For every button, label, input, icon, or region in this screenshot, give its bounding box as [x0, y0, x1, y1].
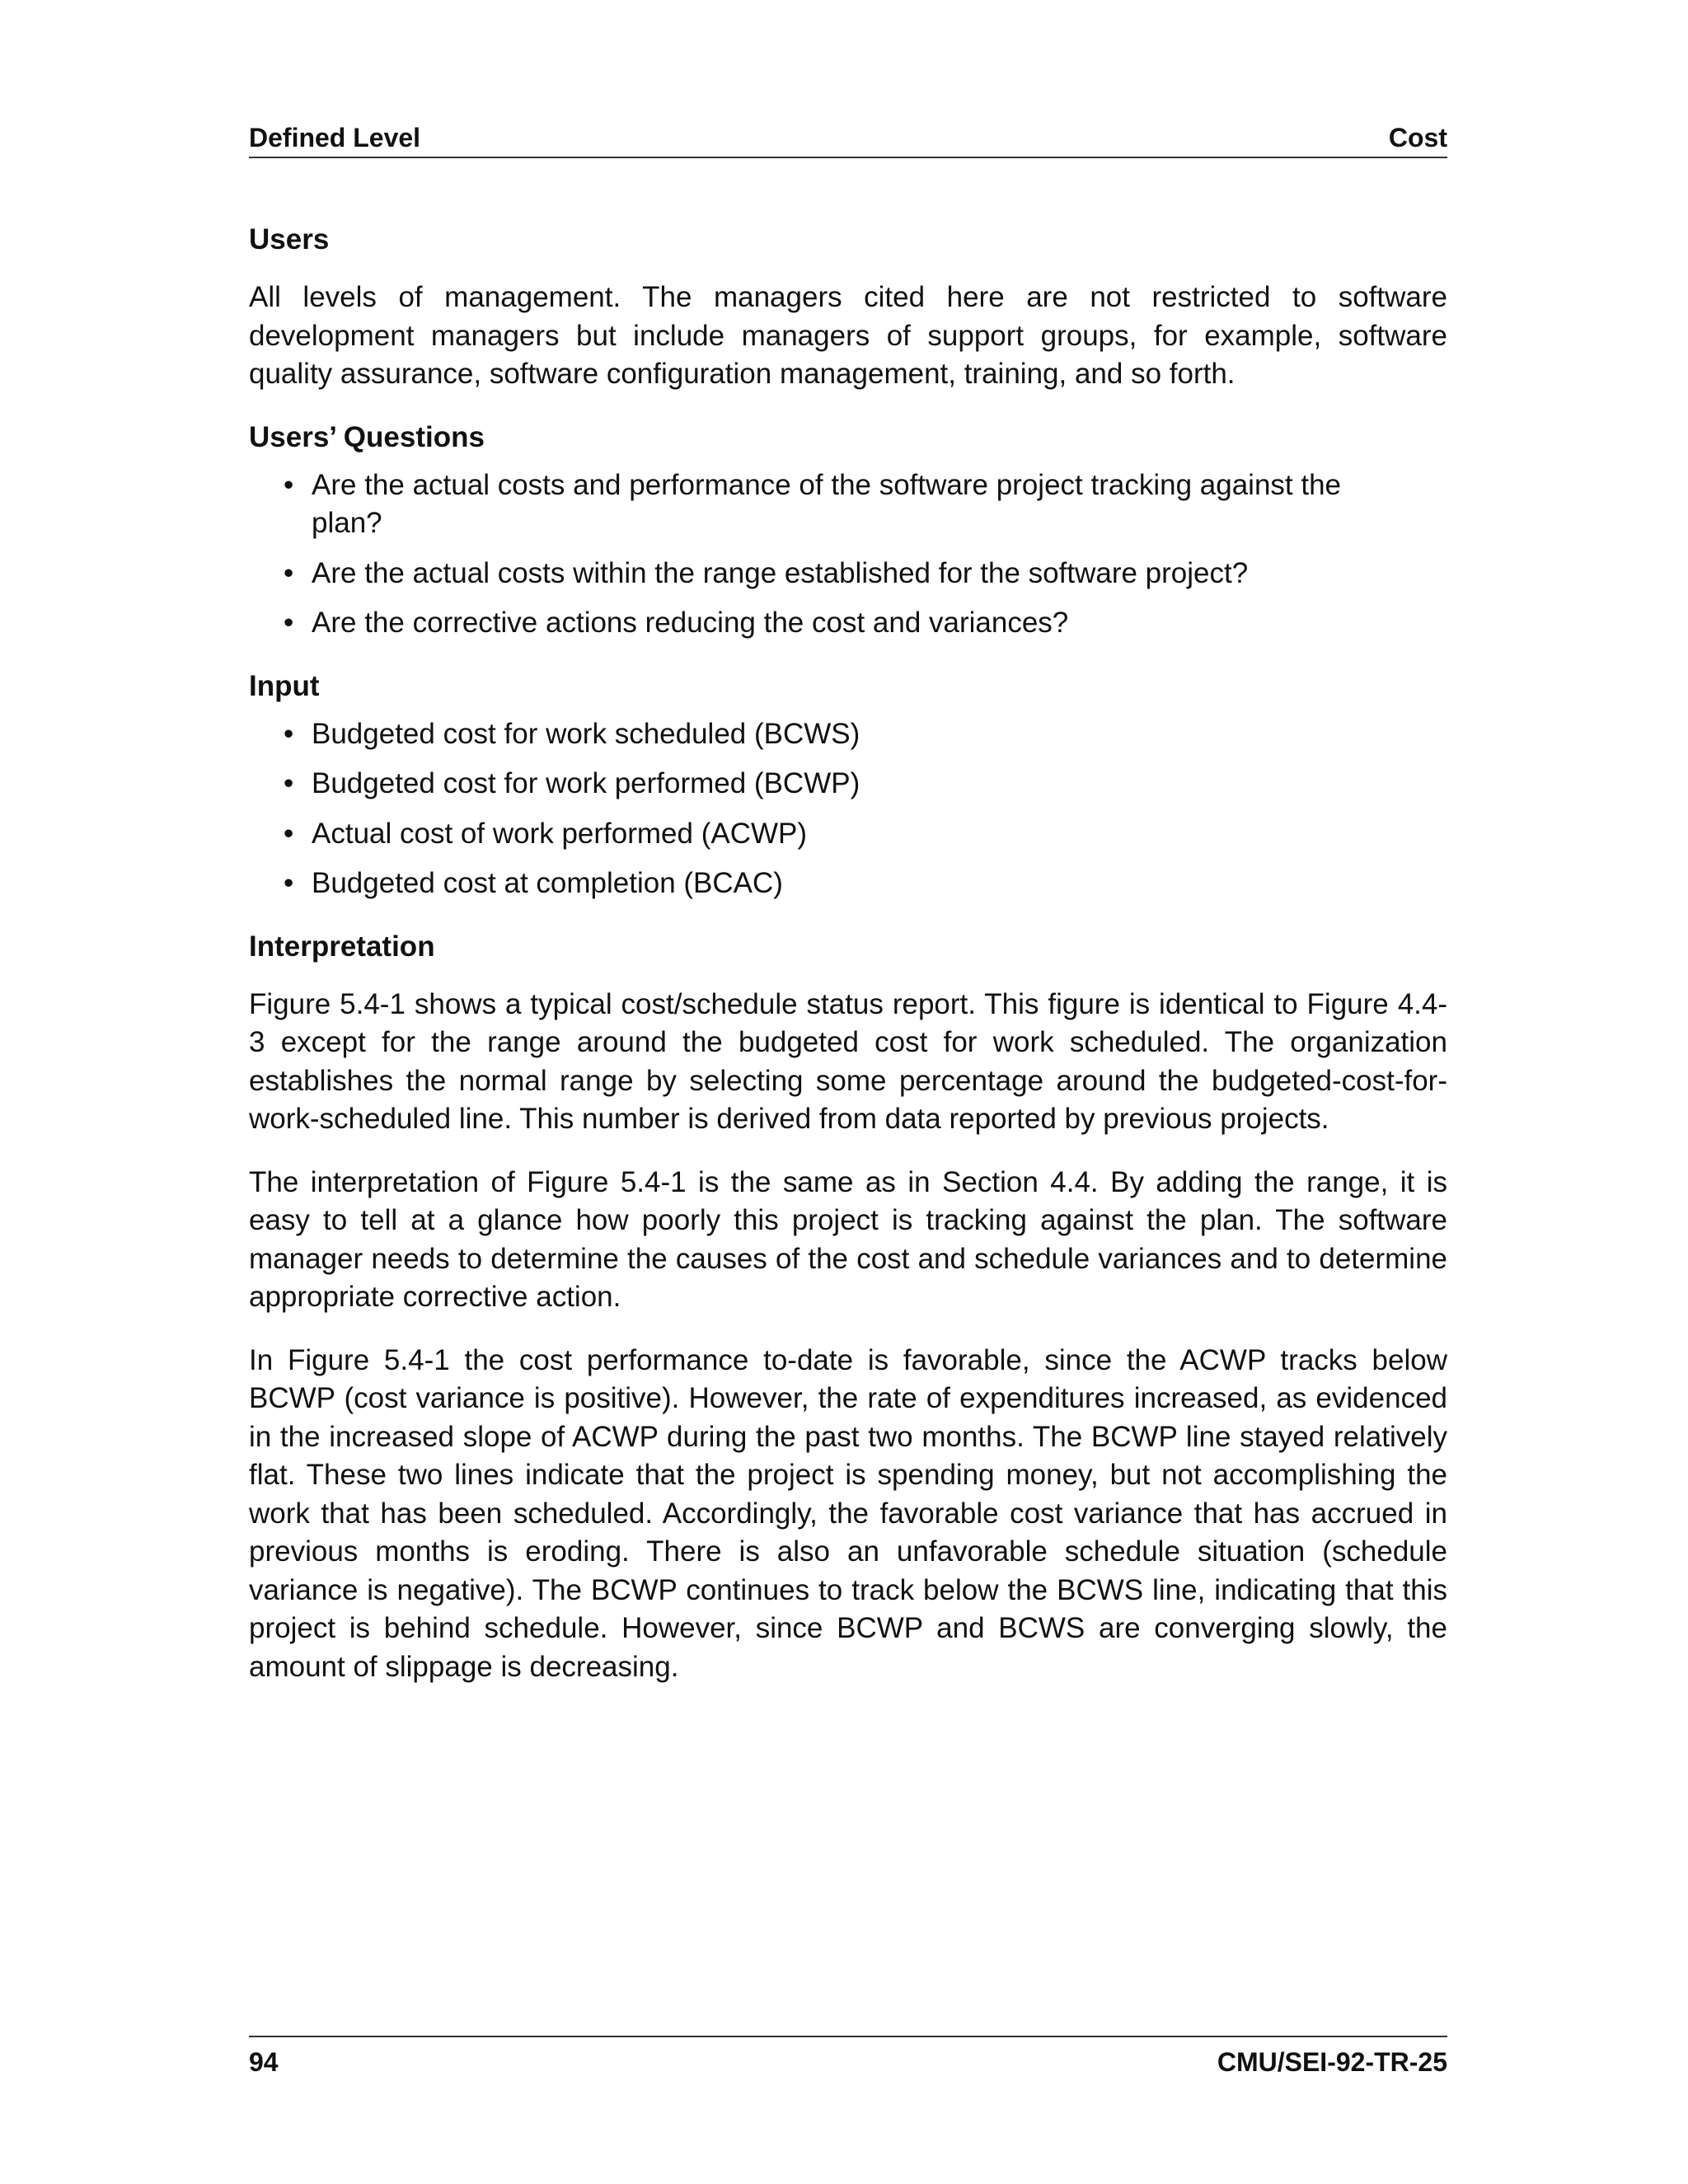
- interpretation-paragraph-3: In Figure 5.4-1 the cost performance to-date is favorable, since the ACWP tracks below BCWP (cost variance is positive). However, the rate of expenditures increased, as evidenced in the increased slope of ACWP during the past two months. The BCWP line stayed relatively flat. These two lines indicate that the project is spending money, but not accomplishing the work that has been scheduled. Accordingly, the favorable cost variance that has accrued in previous months is eroding. There is also an unfavorable schedule situation (schedule variance is negative). The BCWP continues to track below the BCWS line, indicating that this project is behind schedule. However, since BCWP and BCWS are converging slowly, the amount of slippage is decreasing.: [249, 1343, 1447, 1683]
- input-heading: Input: [249, 669, 320, 702]
- main-content: [249, 221, 1447, 1711]
- list-item: [249, 466, 1447, 543]
- running-header: [249, 124, 1447, 158]
- bullet-icon: •: [284, 717, 294, 750]
- bullet-icon: •: [284, 607, 294, 639]
- bullet-icon: •: [284, 817, 294, 850]
- question-text: Are the actual costs within the range established for the software project?: [312, 556, 1249, 589]
- input-text: Actual cost of work performed (ACWP): [312, 817, 807, 850]
- input-list: [249, 715, 1447, 903]
- list-item: [249, 765, 1447, 804]
- header-topic: Cost: [1388, 123, 1447, 152]
- list-item: [249, 604, 1447, 643]
- running-footer: [249, 2036, 1447, 2079]
- users-paragraph: All levels of management. The managers cited here are not restricted to software development managers but include managers of support groups, for example, software quality assurance, software configuration management, training, and so forth.: [249, 281, 1447, 390]
- users-questions-heading: Users’ Questions: [249, 420, 485, 453]
- list-item: [249, 715, 1447, 754]
- bullet-icon: •: [284, 867, 294, 899]
- bullet-icon: •: [284, 767, 294, 799]
- header-section-level: Defined Level: [249, 123, 421, 152]
- input-text: Budgeted cost at completion (BCAC): [312, 867, 783, 899]
- list-item: [249, 865, 1447, 903]
- question-text: Are the corrective actions reducing the cost and variances?: [312, 607, 1069, 639]
- interpretation-heading: Interpretation: [249, 930, 435, 963]
- input-text: Budgeted cost for work scheduled (BCWS): [312, 717, 860, 750]
- interpretation-paragraph-2: The interpretation of Figure 5.4-1 is the same as in Section 4.4. By adding the range, it is easy to tell at a glance how poorly this project is tracking against the plan. The software manager needs to determine the causes of the cost and schedule variances and to determine appropriate corrective action.: [249, 1165, 1447, 1313]
- bullet-icon: •: [284, 556, 294, 589]
- users-heading: Users: [249, 223, 330, 255]
- input-text: Budgeted cost for work performed (BCWP): [312, 767, 860, 799]
- interpretation-paragraph-1: Figure 5.4-1 shows a typical cost/schedule status report. This figure is identical to Figure 4.4-3 except for the range around the budgeted cost for work scheduled. The organization establishes the normal range by selecting some percentage around the budgeted-cost-for-work-scheduled line. This number is derived from data reported by previous projects.: [249, 987, 1447, 1135]
- report-id: CMU/SEI-92-TR-25: [1217, 2047, 1447, 2077]
- document-page: [249, 0, 1447, 2184]
- bullet-icon: •: [284, 468, 294, 501]
- users-questions-list: [249, 466, 1447, 643]
- list-item: [249, 815, 1447, 854]
- question-text: Are the actual costs and performance of the software project tracking against the plan?: [312, 468, 1342, 539]
- list-item: [249, 555, 1447, 593]
- page-number: 94: [249, 2047, 279, 2077]
